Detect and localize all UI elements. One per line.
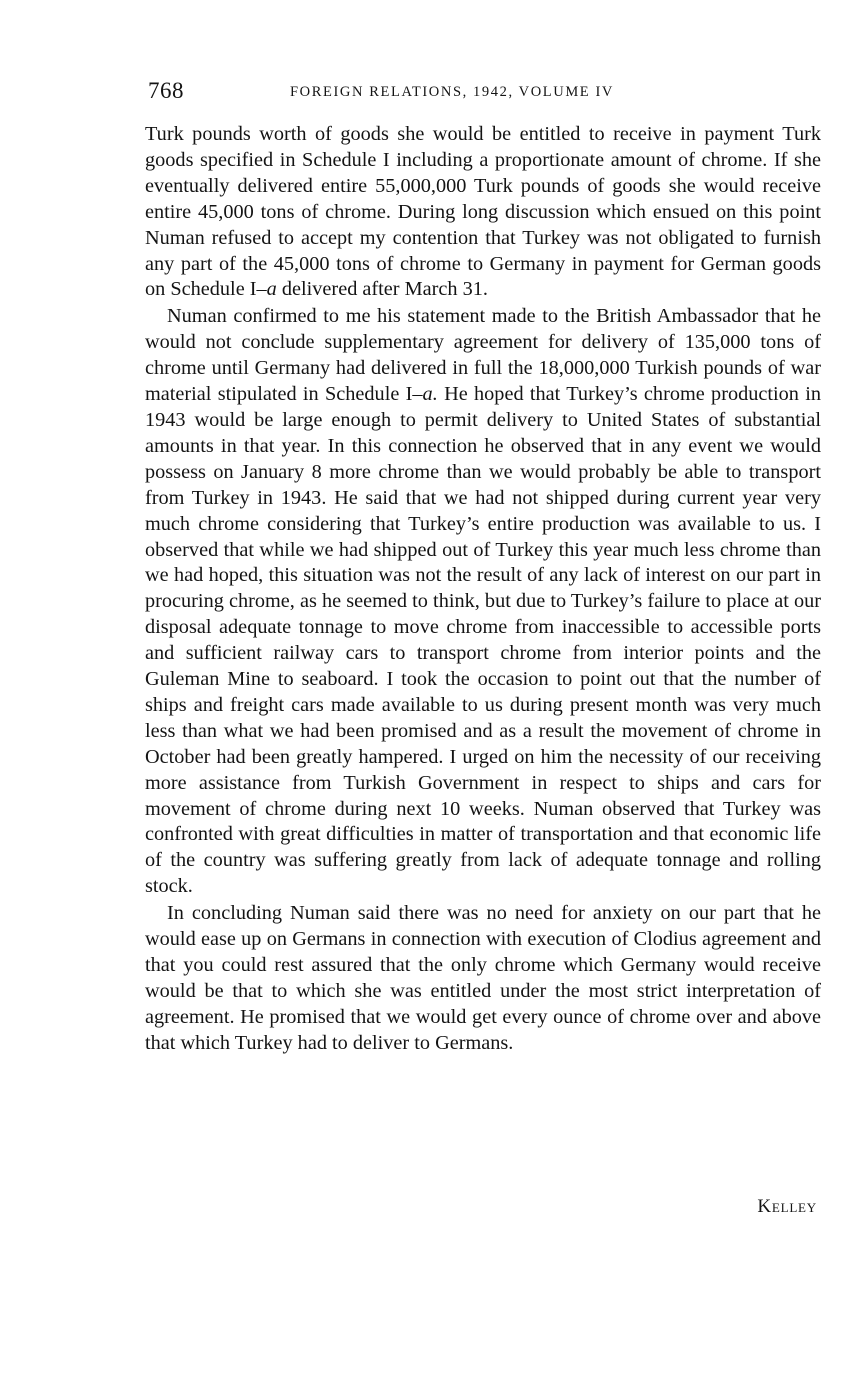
paragraph-2-text-end: He hoped that Turkey’s chrome production in 1943 would be large enough to permit delivery to United States of substantial amounts in that year. In this connection he observed that in any event we would possess on January 8 more chrome than we would probably be able to transport from Turkey in 1943. He said that we had not shipped during current year very much chrome considering that Turkey’s entire production was available to us. I observed that while we had shipped out of Turkey this year much less chrome than we had hoped, this situation was not the result of any lack of interest on our part in procuring chrome, as he seemed to think, but due to Turkey’s failure to place at our disposal adequate tonnage to move chrome from inaccessible to accessible ports and sufficient railway cars to transport chrome from interior points and the Guleman Mine to seaboard. I took the occasion to point out that the number of ships and freight cars made available to us during present month was very much less than what we had been promised and as a result the movement of chrome in October had been greatly hampered. I urged on him the necessity of our receiving more assistance from Turkish Government in respect to ships and cars for movement of chrome during next 10 weeks. Numan observed that Turkey was confronted with great difficulties in matter of transportation and that economic life of the country was suffering greatly from lack of adequate tonnage and rolling stock. <box>145 383 822 898</box>
paragraph-1-text-end: delivered after March 31. <box>276 278 488 301</box>
paragraph-2-italic: a. <box>422 383 438 406</box>
paragraph-3 <box>145 901 821 1056</box>
signature: Kelley <box>757 1196 817 1217</box>
paragraph-3-text: In concluding Numan said there was no need for anxiety on our part that he would ease up on Germans in connection with execution of Clodius agreement and that you could rest assured that the only chrome which Germany would receive would be that to which she was entitled under the most strict interpretation of agreement. He promised that we would get every ounce of chrome over and above that which Turkey had to deliver to Germans. <box>145 902 821 1054</box>
page-header <box>148 78 820 108</box>
paragraph-1-text: Turk pounds worth of goods she would be entitled to receive in payment Turk goods specified in Schedule I including a proportionate amount of chrome. If she eventually delivered entire 55,000,000 Turk pounds of goods she would receive entire 45,000 tons of chrome. During long discussion which ensued on this point Numan refused to accept my contention that Turkey was not obligated to furnish any part of the 45,000 tons of chrome to Germany in payment for German goods on Schedule I– <box>145 123 821 301</box>
paragraph-1-italic: a <box>266 278 277 301</box>
body-text <box>145 122 821 1057</box>
paragraph-2 <box>145 304 821 900</box>
page-number: 768 <box>148 78 184 103</box>
paragraph-2-text: Numan confirmed to me his statement made to the British Ambassador that he would not conclude supplementary agreement for delivery of 135,000 tons of chrome until Germany had delivered in full the 18,000,000 Turkish pounds of war material stipulated in Schedule I– <box>145 305 821 406</box>
paragraph-1 <box>145 122 821 303</box>
running-head: FOREIGN RELATIONS, 1942, VOLUME IV <box>290 84 614 100</box>
